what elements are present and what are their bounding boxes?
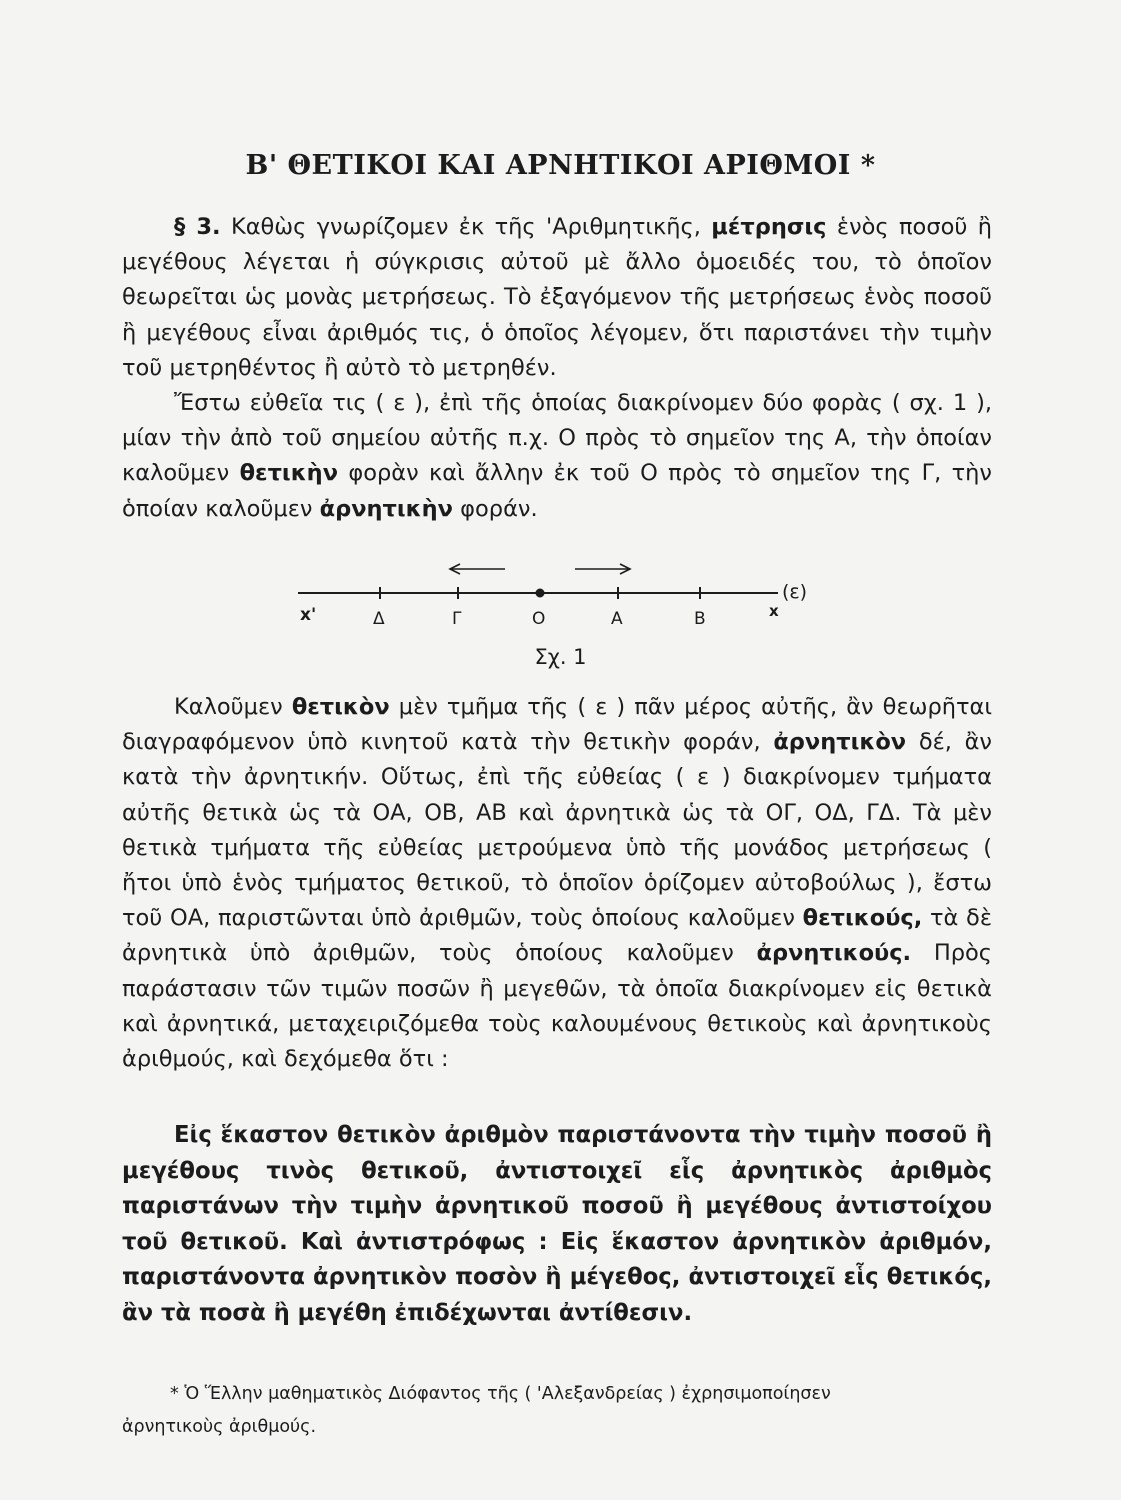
label-delta: Δ <box>373 609 385 629</box>
p2-text-2: μὲν τμῆμα τῆς ( ε ) πᾶν μέρος αὐτῆς, ἂν θεωρῆται διαγραφόμενον ὑπὸ κινητοῦ κατὰ τὴν θετικὴν φοράν, <box>122 694 992 756</box>
term-negative-direction: ἀρνητικὴν <box>319 495 454 522</box>
point-o <box>537 590 544 597</box>
section-mark: § 3. <box>174 214 221 240</box>
label-o: O <box>532 609 546 629</box>
label-a: A <box>611 609 623 629</box>
term-positive-numbers: θετικούς, <box>802 905 923 932</box>
footnote-line-2: ἀρνητικοὺς ἀριθμούς. <box>122 1417 317 1437</box>
label-x-prime: x' <box>300 605 317 625</box>
label-gamma: Γ <box>452 609 462 629</box>
p2-text-1: Καλοῦμεν <box>174 694 283 720</box>
p2-text-4: τὰ δὲ ἀρνητικὰ ὑπὸ ἀριθμῶν, τοὺς ὁποίους καλοῦμεν <box>122 905 992 967</box>
footnote-line-1: * Ὁ Ἕλλην μαθηματικὸς Διόφαντος τῆς ( 'Αλεξανδρείας ) ἐχρησιμοποίησεν <box>170 1384 831 1404</box>
label-b: B <box>694 609 706 629</box>
p1-text-2: ἑνὸς ποσοῦ ἢ μεγέθους λέγεται ἡ σύγκρισις αὐτοῦ μὲ ἄλλο ὁμοειδές του, τὸ ὁποῖον θεωρεῖται ὡς μονὰς μετρήσεως. Τὸ ἐξαγόμενον τῆς μετρήσεως ἑνὸς ποσοῦ ἢ μεγέθους εἶναι ἀριθμός τις, ὁ ὁποῖος λέγομεν, ὅτι παριστάνει τὴν τιμὴν τοῦ μετρηθέντος ἢ αὐτὸ τὸ μετρηθέν. <box>122 214 993 381</box>
arrow-right-icon <box>575 564 630 574</box>
p1-text-1: Καθὼς γνωρίζομεν ἐκ τῆς 'Αριθμητικῆς, <box>230 214 701 240</box>
paragraph-segments <box>122 690 992 1077</box>
p2-text-3: δέ, ἂν κατὰ τὴν ἀρνητικήν. Οὕτως, ἐπὶ τῆς εὐθείας ( ε ) διακρίνομεν τμήματα αὐτῆς θετικὰ ὡς τὰ ΟΑ, ΟΒ, ΑΒ καὶ ἀρνητικὰ ὡς τὰ ΟΓ, ΟΔ, ΓΔ. Τὰ μὲν θετικὰ τμήματα τῆς εὐθείας μετρούμενα ὑπὸ τῆς μονάδος μετρήσεως ( ἤτοι ὑπὸ ἑνὸς τμήματος θετικοῦ, τὸ ὁποῖον ὁρίζομεν αὐτοβούλως ), ἔστω τοῦ ΟΑ, παριστῶνται ὑπὸ ἀριθμῶν, τοὺς ὁποίους καλοῦμεν <box>122 729 992 932</box>
p1-text-4: φορὰν καὶ ἄλλην ἐκ τοῦ Ο πρὸς τὸ σημεῖον της Γ, τὴν ὁποίαν καλοῦμεν <box>122 460 992 522</box>
p2-text-5: Πρὸς παράστασιν τῶν τιμῶν ποσῶν ἢ μεγεθῶν, τὰ ὁποῖα διακρίνομεν εἰς θετικὰ καὶ ἀρνητικά, μεταχειριζόμεθα τοὺς καλουμένους θετικοὺς καὶ ἀρνητικοὺς ἀριθμούς, καὶ δεχόμεθα ὅτι : <box>122 940 992 1073</box>
term-negative-numbers: ἀρνητικούς. <box>756 940 912 967</box>
term-negative-segment: ἀρνητικὸν <box>773 729 907 756</box>
label-x: x <box>769 602 779 620</box>
paragraph-principle <box>122 1118 992 1332</box>
paragraph-definition <box>122 210 992 527</box>
principle-text: Εἰς ἕκαστον θετικὸν ἀριθμὸν παριστάνοντα τὴν τιμὴν ποσοῦ ἢ μεγέθους τινὸς θετικοῦ, ἀντιστοιχεῖ εἷς ἀρνητικὸς ἀριθμὸς παριστάνων τὴν τιμὴν ἀρνητικοῦ ποσοῦ ἢ μεγέθους ἀντιστοίχου τοῦ θετικοῦ. Καὶ ἀντιστρόφως : Εἰς ἕκαστον ἀρνητικὸν ἀριθμόν, παριστάνοντα ἀρνητικὸν ποσὸν ἢ μέγεθος, ἀντιστοιχεῖ εἷς θετικός, ἂν τὰ ποσὰ ἢ μεγέθη ἐπιδέχωνται ἀντίθεσιν. <box>122 1122 992 1326</box>
footnote <box>122 1378 992 1444</box>
arrow-left-icon <box>450 564 505 574</box>
p1-text-5: φοράν. <box>460 495 538 522</box>
term-measurement: μέτρησις <box>711 214 827 240</box>
label-line-name: (ε) <box>782 581 808 603</box>
term-positive-direction: θετικὴν <box>239 460 339 487</box>
section-title: Β' ΘΕΤΙΚΟΙ ΚΑΙ ΑΡΝΗΤΙΚΟΙ ΑΡΙΘΜΟΙ * <box>245 150 876 181</box>
figure-caption: Σχ. 1 <box>534 645 587 669</box>
term-positive-segment: θετικὸν <box>291 694 390 720</box>
p1-text-3: Ἔστω εὐθεῖα τις ( ε ), ἐπὶ τῆς ὁποίας διακρίνομεν δύο φορὰς ( σχ. 1 ), μίαν τὴν ἀπὸ τοῦ σημείου αὐτῆς π.χ. Ο πρὸς τὸ σημεῖον της Α, τὴν ὁποίαν καλοῦμεν <box>122 390 992 487</box>
